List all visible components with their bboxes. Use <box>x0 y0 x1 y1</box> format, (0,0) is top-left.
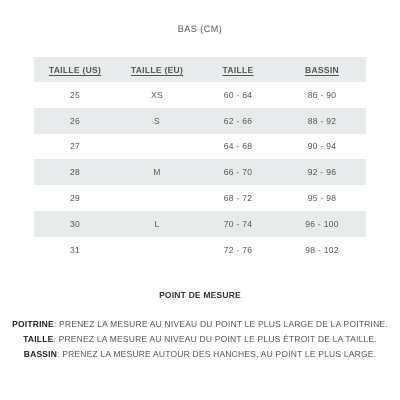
measure-note-text: : PRENEZ LA MESURE AUTOUR DES HANCHES, AU POINT LE PLUS LARGE. <box>57 349 377 359</box>
cell-taille-us: 31 <box>69 244 81 255</box>
measure-note-taille <box>10 332 390 347</box>
measure-note-bassin <box>10 347 390 362</box>
table-row <box>34 108 366 134</box>
cell-taille-us: 29 <box>69 193 81 204</box>
cell-taille: 66 - 70 <box>198 159 278 185</box>
header-taille-eu: TAILLE (EU) <box>116 57 198 82</box>
cell-taille: 70 - 74 <box>198 211 278 237</box>
table-row <box>34 134 366 160</box>
measure-note-label: TAILLE <box>23 334 54 344</box>
header-taille-us: TAILLE (US) <box>34 57 116 82</box>
table-title: BAS (CM) <box>177 24 223 34</box>
measure-note-text: : PRENEZ LA MESURE AU NIVEAU DU POINT LE PLUS ÉTROIT DE LA TAILLE. <box>53 334 377 344</box>
cell-taille-eu <box>116 134 198 160</box>
cell-taille-eu: S <box>116 108 198 134</box>
table-row <box>34 237 366 263</box>
cell-taille-eu: L <box>116 211 198 237</box>
cell-taille-us: 28 <box>34 159 116 185</box>
cell-taille-eu: XS <box>151 89 163 100</box>
measure-section-title: POINT DE MESURE <box>159 290 241 300</box>
cell-taille: 62 - 66 <box>198 108 278 134</box>
cell-bassin: 96 - 100 <box>278 211 366 237</box>
table-header-row <box>34 57 366 82</box>
table-row <box>34 159 366 185</box>
cell-taille-us: 26 <box>34 108 116 134</box>
cell-bassin: 86 - 90 <box>307 89 337 100</box>
header-bassin: BASSIN <box>278 57 366 82</box>
measure-note-label: POITRINE <box>12 319 54 329</box>
table-row <box>34 185 366 211</box>
cell-bassin: 95 - 98 <box>307 193 337 204</box>
size-table <box>34 57 366 263</box>
header-taille: TAILLE <box>198 57 278 82</box>
cell-taille: 68 - 72 <box>223 193 253 204</box>
cell-taille-us: 30 <box>34 211 116 237</box>
cell-taille: 60 - 64 <box>223 89 253 100</box>
cell-taille: 64 - 68 <box>223 141 253 152</box>
cell-taille-us: 27 <box>69 141 81 152</box>
cell-taille-eu: M <box>116 159 198 185</box>
table-row <box>34 211 366 237</box>
cell-taille-eu <box>116 185 198 211</box>
cell-bassin: 92 - 96 <box>278 159 366 185</box>
cell-taille-us: 25 <box>69 89 81 100</box>
table-row <box>34 82 366 108</box>
measure-note-poitrine <box>10 317 390 332</box>
cell-taille-eu <box>116 237 198 263</box>
cell-bassin: 98 - 102 <box>305 244 339 255</box>
cell-bassin: 88 - 92 <box>278 108 366 134</box>
measure-note-text: : PRENEZ LA MESURE AU NIVEAU DU POINT LE PLUS LARGE DE LA POITRINE. <box>53 319 388 329</box>
cell-bassin: 90 - 94 <box>307 141 337 152</box>
cell-taille: 72 - 76 <box>223 244 253 255</box>
measure-notes <box>10 317 390 362</box>
measure-note-label: BASSIN <box>23 349 58 359</box>
